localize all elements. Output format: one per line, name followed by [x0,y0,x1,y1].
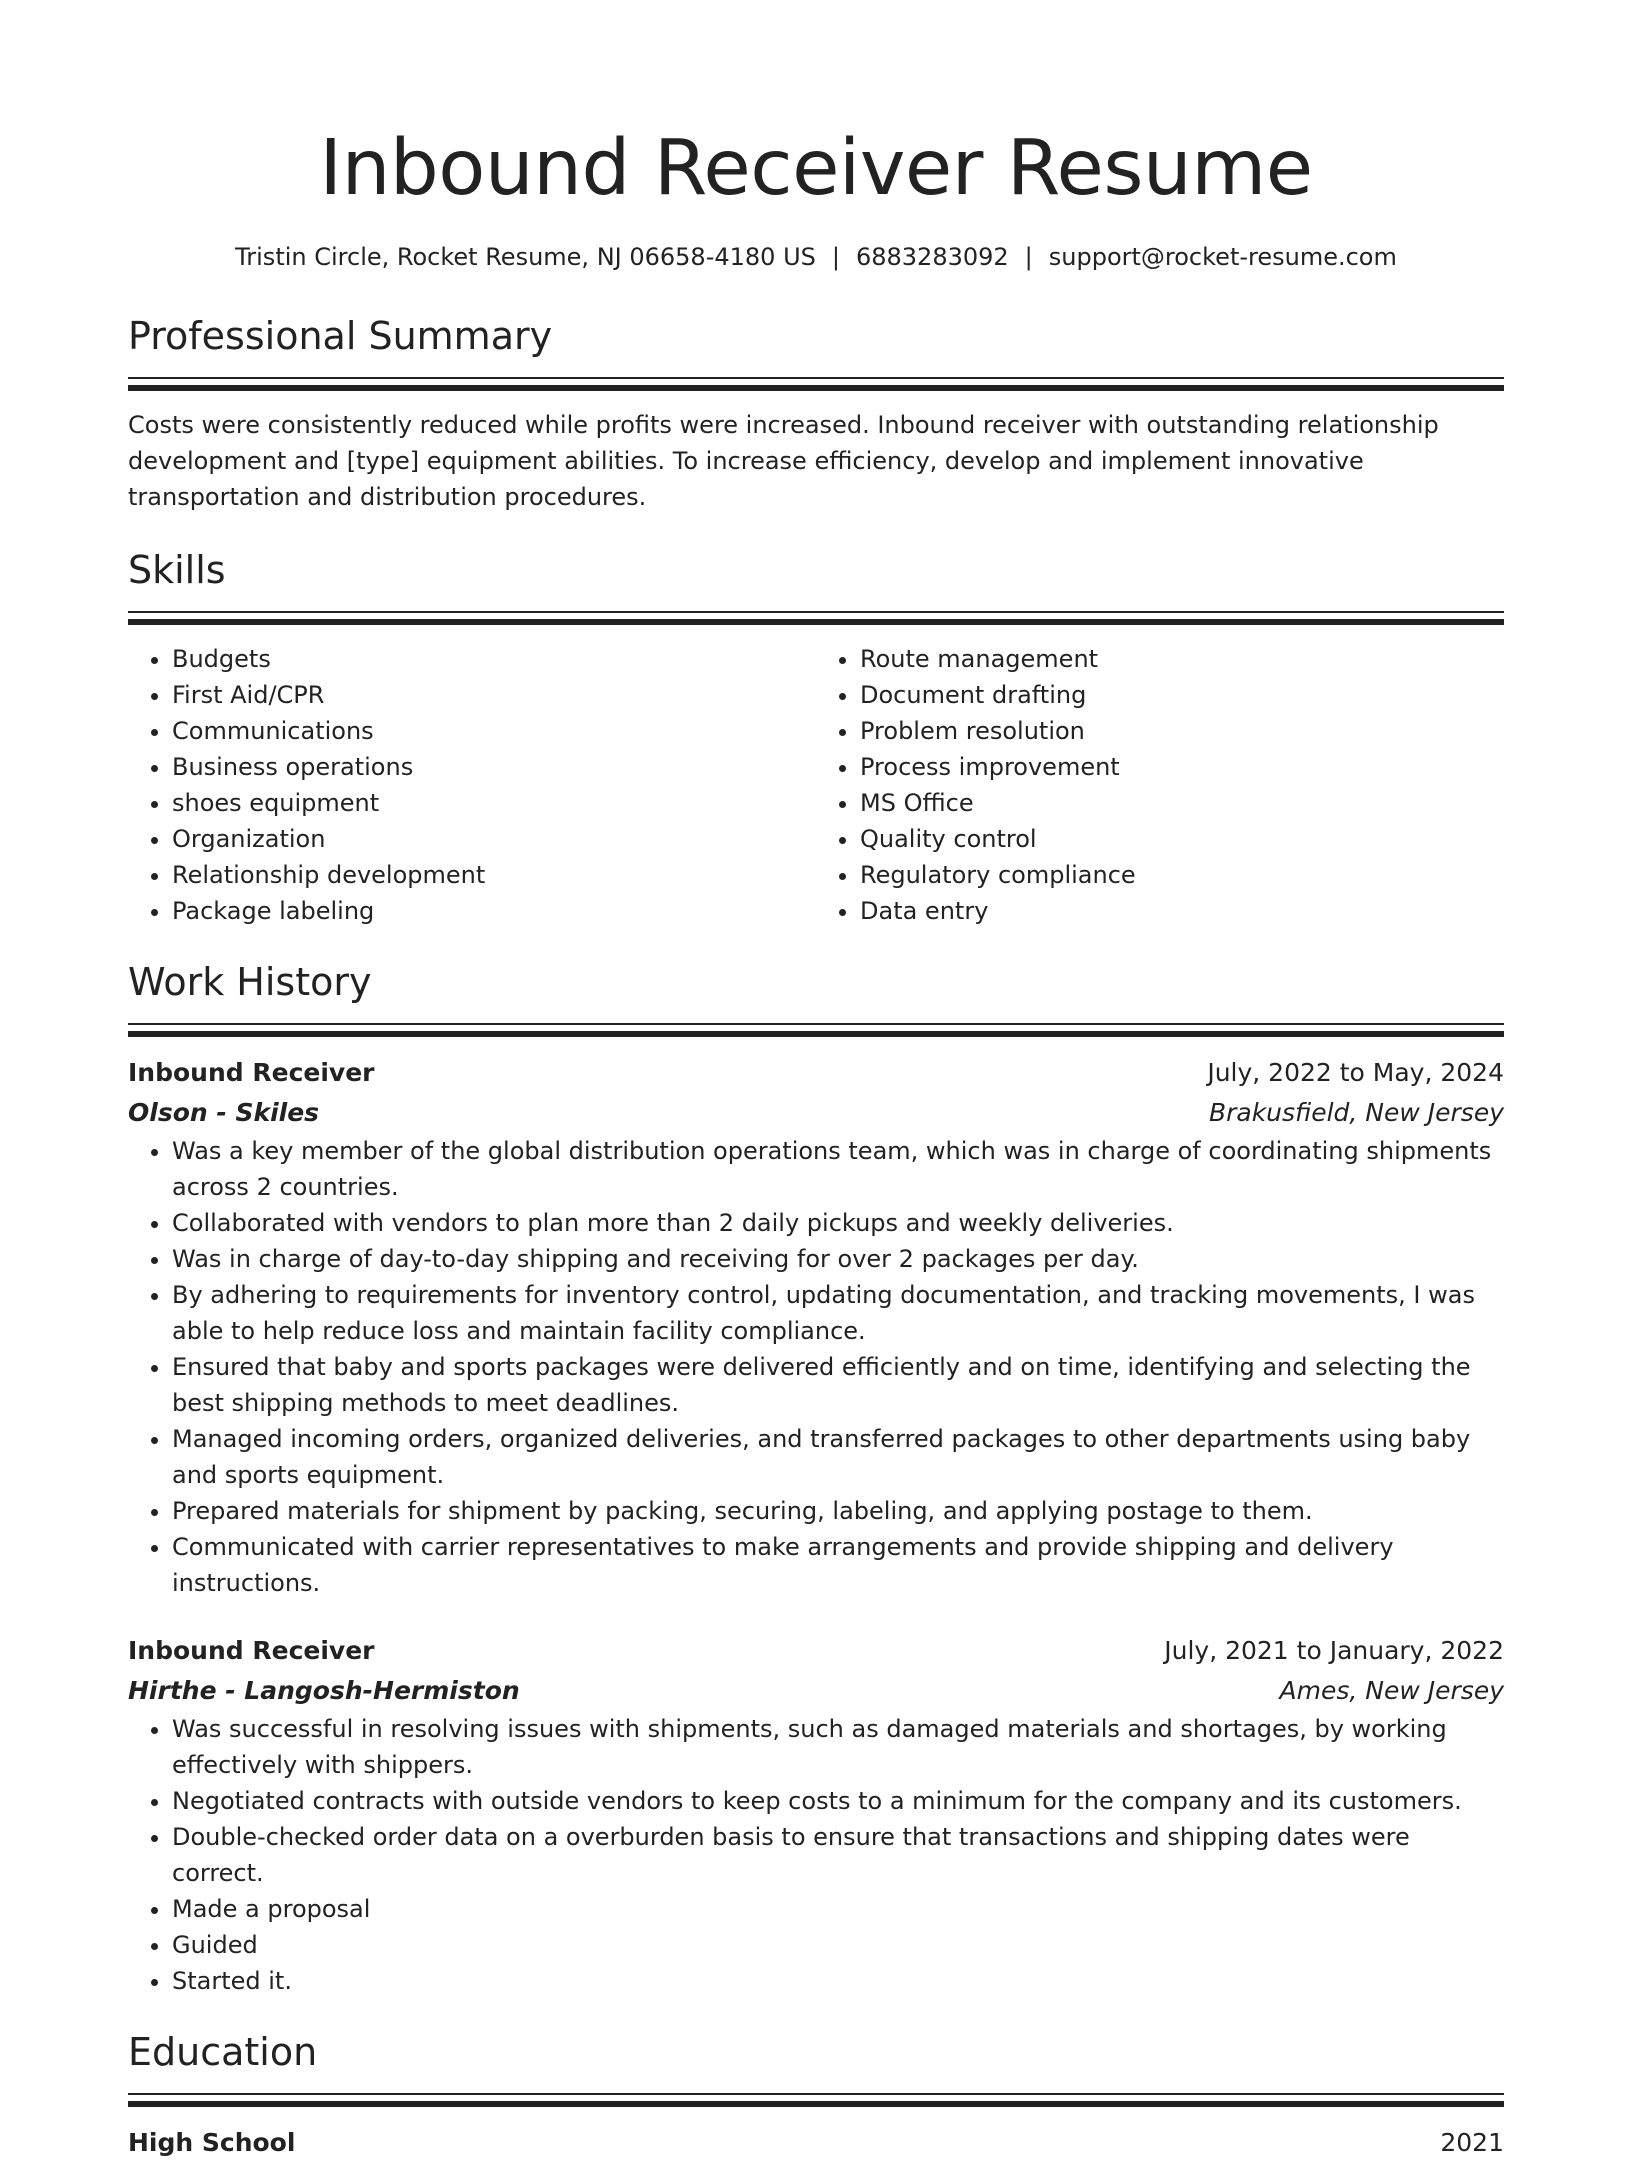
job-dates: July, 2021 to January, 2022 [1164,1636,1504,1665]
list-item: • Double-checked order data on a overburden basis to ensure that transactions and shipping dates were correct. [172,1819,1504,1891]
section-divider [128,377,1504,379]
list-item: • MS Office [860,785,1504,821]
education-section [128,2030,1504,2163]
list-item: • Was in charge of day-to-day shipping and receiving for over 2 packages per day. [172,1241,1504,1277]
list-item: • Data entry [860,893,1504,929]
education-heading: Education [128,2030,318,2074]
job-title: Inbound Receiver [128,1058,375,1087]
work-heading: Work History [128,960,372,1004]
resume-page [128,0,1504,2163]
list-item: • Route management [860,641,1504,677]
resume-title: Inbound Receiver Resume [319,124,1313,213]
contact-separator: | [1024,243,1033,271]
section-divider [128,1031,1504,1037]
list-item: • Made a proposal [172,1891,1504,1927]
list-item: • Relationship development [172,857,816,893]
education-year: 2021 [1440,2128,1504,2157]
list-item: • Was a key member of the global distribution operations team, which was in charge of coordinating shipments across 2 countries. [172,1133,1504,1205]
job-location: Brakusfield, New Jersey [1208,1098,1504,1127]
section-divider [128,611,1504,613]
skills-section [128,548,1504,929]
list-item: • Regulatory compliance [860,857,1504,893]
list-item: • Guided [172,1927,1504,1963]
job-dates: July, 2022 to May, 2024 [1207,1058,1504,1087]
list-item: • shoes equipment [172,785,816,821]
section-divider [128,2101,1504,2107]
list-item: • Quality control [860,821,1504,857]
job-title: Inbound Receiver [128,1636,375,1665]
summary-section [128,314,1504,515]
list-item: • Collaborated with vendors to plan more than 2 daily pickups and weekly deliveries. [172,1205,1504,1241]
job-employer: Hirthe - Langosh-Hermiston [128,1676,520,1705]
list-item: • Communicated with carrier representatives to make arrangements and provide shipping and delivery instructions. [172,1529,1504,1601]
job-bullet-list [128,1711,1504,1999]
list-item: • Problem resolution [860,713,1504,749]
education-degree: High School [128,2128,296,2157]
job-entry [128,1631,1504,1999]
list-item: • Ensured that baby and sports packages were delivered efficiently and on time, identifying and selecting the best shipping methods to meet deadlines. [172,1349,1504,1421]
contact-address: Tristin Circle, Rocket Resume, NJ 06658-4180 US [235,243,816,271]
list-item: • Prepared materials for shipment by packing, securing, labeling, and applying postage to them. [172,1493,1504,1529]
job-entry [128,1053,1504,1601]
skills-columns [128,641,1504,929]
contact-separator: | [831,243,840,271]
section-divider [128,385,1504,391]
education-header [128,2123,1504,2163]
list-item: • Managed incoming orders, organized deliveries, and transferred packages to other departments using baby and sports equipment. [172,1421,1504,1493]
list-item: • Was successful in resolving issues with shipments, such as damaged materials and shortages, by working effectively with shippers. [172,1711,1504,1783]
list-item: • Package labeling [172,893,816,929]
skills-list-left [128,641,816,929]
section-divider [128,619,1504,625]
section-divider [128,2093,1504,2095]
summary-heading: Professional Summary [128,314,553,358]
summary-text: Costs were consistently reduced while profits were increased. Inbound receiver with outstanding relationship development and [type] equipment abilities. To increase efficiency, develop and implement innovative transportation and distribution procedures. [128,411,1439,511]
job-employer: Olson - Skiles [128,1098,320,1127]
list-item: • By adhering to requirements for inventory control, updating documentation, and tracking movements, I was able to help reduce loss and maintain facility compliance. [172,1277,1504,1349]
contact-phone: 6883283092 [855,243,1009,271]
job-subheader [128,1093,1504,1133]
work-section [128,960,1504,1999]
job-header [128,1631,1504,1671]
skills-heading: Skills [128,548,226,592]
list-item: • Organization [172,821,816,857]
section-divider [128,1023,1504,1025]
list-item: • Document drafting [860,677,1504,713]
list-item: • Negotiated contracts with outside vendors to keep costs to a minimum for the company and its customers. [172,1783,1504,1819]
skills-list-right [816,641,1504,929]
contact-line [128,245,1504,269]
list-item: • Started it. [172,1963,1504,1999]
contact-email[interactable]: support@rocket-resume.com [1048,243,1397,271]
list-item: • First Aid/CPR [172,677,816,713]
job-header [128,1053,1504,1093]
job-bullet-list [128,1133,1504,1601]
list-item: • Business operations [172,749,816,785]
list-item: • Budgets [172,641,816,677]
job-subheader [128,1671,1504,1711]
list-item: • Process improvement [860,749,1504,785]
job-location: Ames, New Jersey [1279,1676,1504,1705]
list-item: • Communications [172,713,816,749]
